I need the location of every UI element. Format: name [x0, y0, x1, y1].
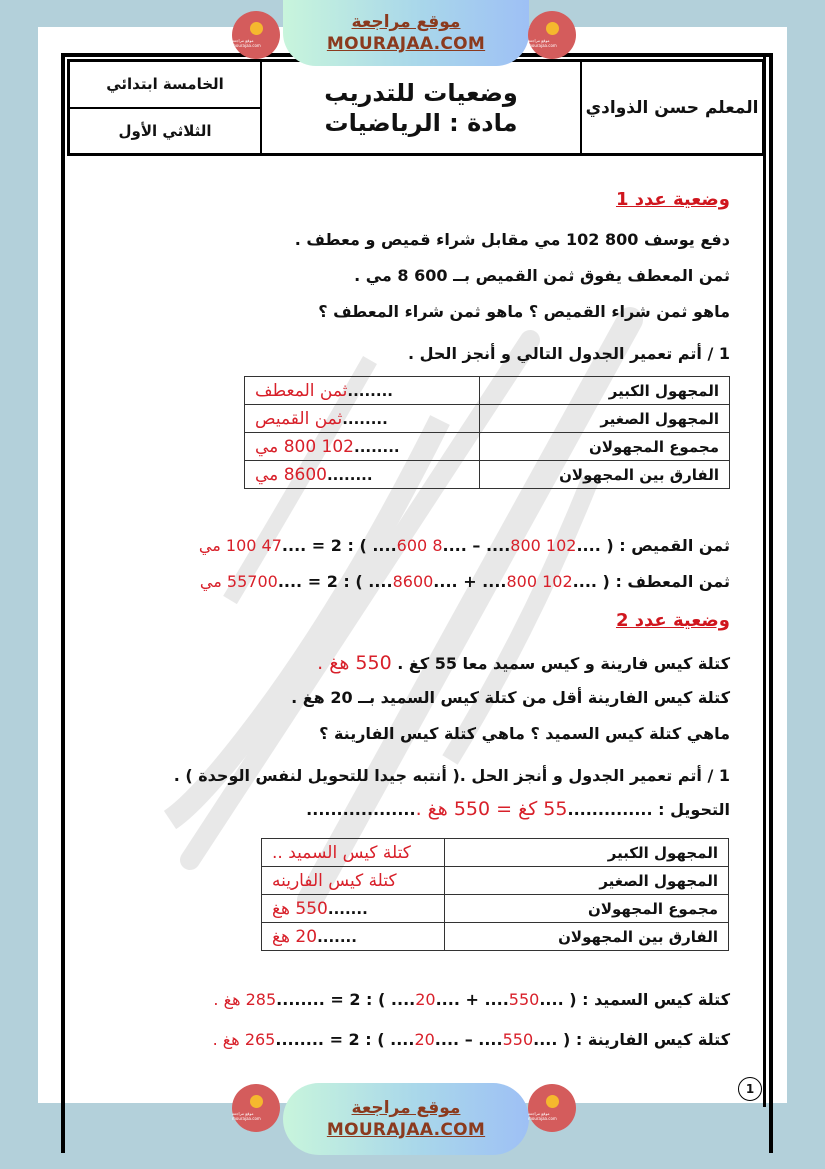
calc-label: ثمن المعطف :	[615, 572, 730, 591]
row-answer: ........ثمن القميص	[245, 405, 480, 433]
handwritten-operand: 102 800	[506, 572, 573, 591]
handwritten-operand: 550	[502, 1030, 534, 1049]
calc-label: كتلة كيس الفارينة :	[575, 1030, 730, 1049]
banner-latin-link[interactable]: MOURAJAA.COM	[326, 1120, 486, 1140]
banner-arabic-link[interactable]: موقع مراجعة	[351, 1098, 461, 1118]
situation-1-line: ثمن المعطف يفوق ثمن القميص بــ 600 8 مي .	[354, 266, 730, 285]
handwritten-answer: 102 800 مي	[255, 436, 354, 457]
row-label: المجهول الصغير	[480, 405, 730, 433]
row-answer: ........8600 مي	[245, 461, 480, 489]
table-row	[262, 923, 729, 951]
row-answer	[262, 867, 445, 895]
book-icon	[546, 22, 559, 35]
table-row	[262, 867, 729, 895]
situation-2-line: كتلة كيس الفارينة أقل من كتلة كيس السميد بــ 20 هغ .	[291, 688, 730, 707]
handwritten-operand: 102 800	[510, 536, 577, 555]
document-title: وضعيات للتدريب	[324, 78, 518, 107]
site-logo-badge[interactable]	[232, 1084, 280, 1132]
handwritten-answer: 20 هغ	[272, 926, 318, 947]
page-number: 1	[738, 1077, 762, 1101]
site-logo-badge[interactable]	[528, 1084, 576, 1132]
site-banner-bottom[interactable]	[283, 1083, 529, 1155]
handwritten-operand: 20	[415, 990, 436, 1009]
table-row	[245, 377, 730, 405]
banner-latin-link[interactable]: MOURAJAA.COM	[326, 34, 486, 54]
situation-1-line: ماهو ثمن شراء القميص ؟ ماهو ثمن شراء المعطف ؟	[318, 302, 730, 321]
situation-2-table	[261, 838, 729, 951]
handwritten-result: 47 100 مي	[198, 536, 282, 555]
handwritten-result: 55700 مي	[199, 572, 278, 591]
calc-line: ثمن المعطف : ( ....102 800.... + ....8600.... ) : 2 = ....55700 مي	[199, 572, 730, 591]
handwritten-conversion: 55 كغ = 550 هغ .	[415, 798, 568, 820]
book-icon	[250, 1095, 263, 1108]
handwritten-answer: ثمن القميص	[255, 408, 343, 429]
row-answer: .......550 هغ	[262, 895, 445, 923]
site-banner-top[interactable]	[283, 0, 529, 66]
handwritten-operand: 8 600	[396, 536, 443, 555]
grade-level: الخامسة ابتدائي	[106, 75, 224, 94]
table-row	[262, 839, 729, 867]
calc-line: كتلة كيس الفارينة : ( ....550.... – ....20.... ) : 2 = ........265 هغ .	[212, 1030, 730, 1049]
division: ) : 2 =	[330, 990, 386, 1009]
handwritten-operand: 20	[414, 1030, 435, 1049]
handwritten-result: 285 هغ .	[213, 990, 277, 1009]
situation-1-title: وضعية عدد 1	[615, 189, 730, 210]
table-row	[245, 461, 730, 489]
operator: +	[465, 990, 479, 1009]
statement-text: كتلة كيس فارينة و كيس سميد معا 55 كغ .	[397, 654, 730, 673]
table-row	[262, 895, 729, 923]
situation-1-table	[244, 376, 730, 489]
row-answer: ........ثمن المعطف	[245, 377, 480, 405]
row-answer	[262, 839, 445, 867]
row-answer: ........102 800 مي	[245, 433, 480, 461]
calc-line: كتلة كيس السميد : ( ....550.... + ....20.... ) : 2 = ........285 هغ .	[213, 990, 730, 1009]
badge-text: موقع مراجعة mourajaa.com	[232, 38, 261, 48]
handwritten-answer: كتلة كيس الفارينه	[272, 870, 397, 891]
row-answer: .......20 هغ	[262, 923, 445, 951]
calc-line: ثمن القميص : ( ....102 800.... – ....8 600.... ) : 2 = ....47 100 مي	[198, 536, 730, 555]
handwritten-answer: 8600 مي	[255, 464, 327, 485]
handwritten-operand: 8600	[392, 572, 434, 591]
operator: +	[463, 572, 477, 591]
situation-1-instruction: 1 / أتم تعمير الجدول التالي و أنجز الحل .	[407, 344, 730, 363]
book-icon	[250, 22, 263, 35]
handwritten-result: 265 هغ .	[212, 1030, 276, 1049]
site-logo-badge[interactable]	[232, 11, 280, 59]
situation-2-instruction: 1 / أتم تعمير الجدول و أنجز الحل .( أنتبه جيدا للتحويل لنفس الوحدة ) .	[173, 766, 730, 785]
situation-2-line	[317, 652, 730, 674]
row-label: مجموع المجهولان	[445, 895, 729, 923]
operator: –	[472, 536, 481, 555]
handwritten-answer: كتلة كيس السميد ..	[272, 842, 411, 863]
badge-text: موقع مراجعة mourajaa.com	[528, 38, 557, 48]
site-logo-badge[interactable]	[528, 11, 576, 59]
teacher-name: المعلم حسن الذوادي	[585, 97, 759, 118]
row-label: مجموع المجهولان	[480, 433, 730, 461]
situation-2-title: وضعية عدد 2	[615, 610, 730, 631]
conversion-label: التحويل :	[658, 800, 730, 819]
operator: –	[464, 1030, 473, 1049]
row-label: المجهول الصغير	[445, 867, 729, 895]
table-row	[245, 405, 730, 433]
row-label: الفارق بين المجهولان	[480, 461, 730, 489]
calc-label: ثمن القميص :	[619, 536, 730, 555]
table-row	[245, 433, 730, 461]
calc-label: كتلة كيس السميد :	[582, 990, 730, 1009]
banner-arabic-link[interactable]: موقع مراجعة	[351, 12, 461, 32]
division: ) : 2 =	[311, 536, 367, 555]
handwritten-answer: 550 هغ	[272, 898, 328, 919]
division: ) : 2 =	[307, 572, 363, 591]
handwritten-answer: ثمن المعطف	[255, 380, 348, 401]
badge-text: موقع مراجعة mourajaa.com	[528, 1111, 557, 1121]
row-label: المجهول الكبير	[445, 839, 729, 867]
book-icon	[546, 1095, 559, 1108]
row-label: الفارق بين المجهولان	[445, 923, 729, 951]
situation-2-line: ماهي كتلة كيس السميد ؟ ماهي كتلة كيس الفارينة ؟	[319, 724, 730, 743]
conversion-line: التحويل : ..............55 كغ = 550 هغ ...................	[306, 798, 730, 820]
subject: مادة : الرياضيات	[324, 108, 518, 137]
badge-text: موقع مراجعة mourajaa.com	[232, 1111, 261, 1121]
situation-1-line: دفع يوسف 800 102 مي مقابل شراء قميص و معطف .	[294, 230, 730, 249]
division: ) : 2 =	[329, 1030, 385, 1049]
handwritten-annotation: 550 هغ .	[317, 652, 392, 674]
row-label: المجهول الكبير	[480, 377, 730, 405]
term: الثلاثي الأول	[70, 107, 260, 154]
handwritten-operand: 550	[508, 990, 540, 1009]
